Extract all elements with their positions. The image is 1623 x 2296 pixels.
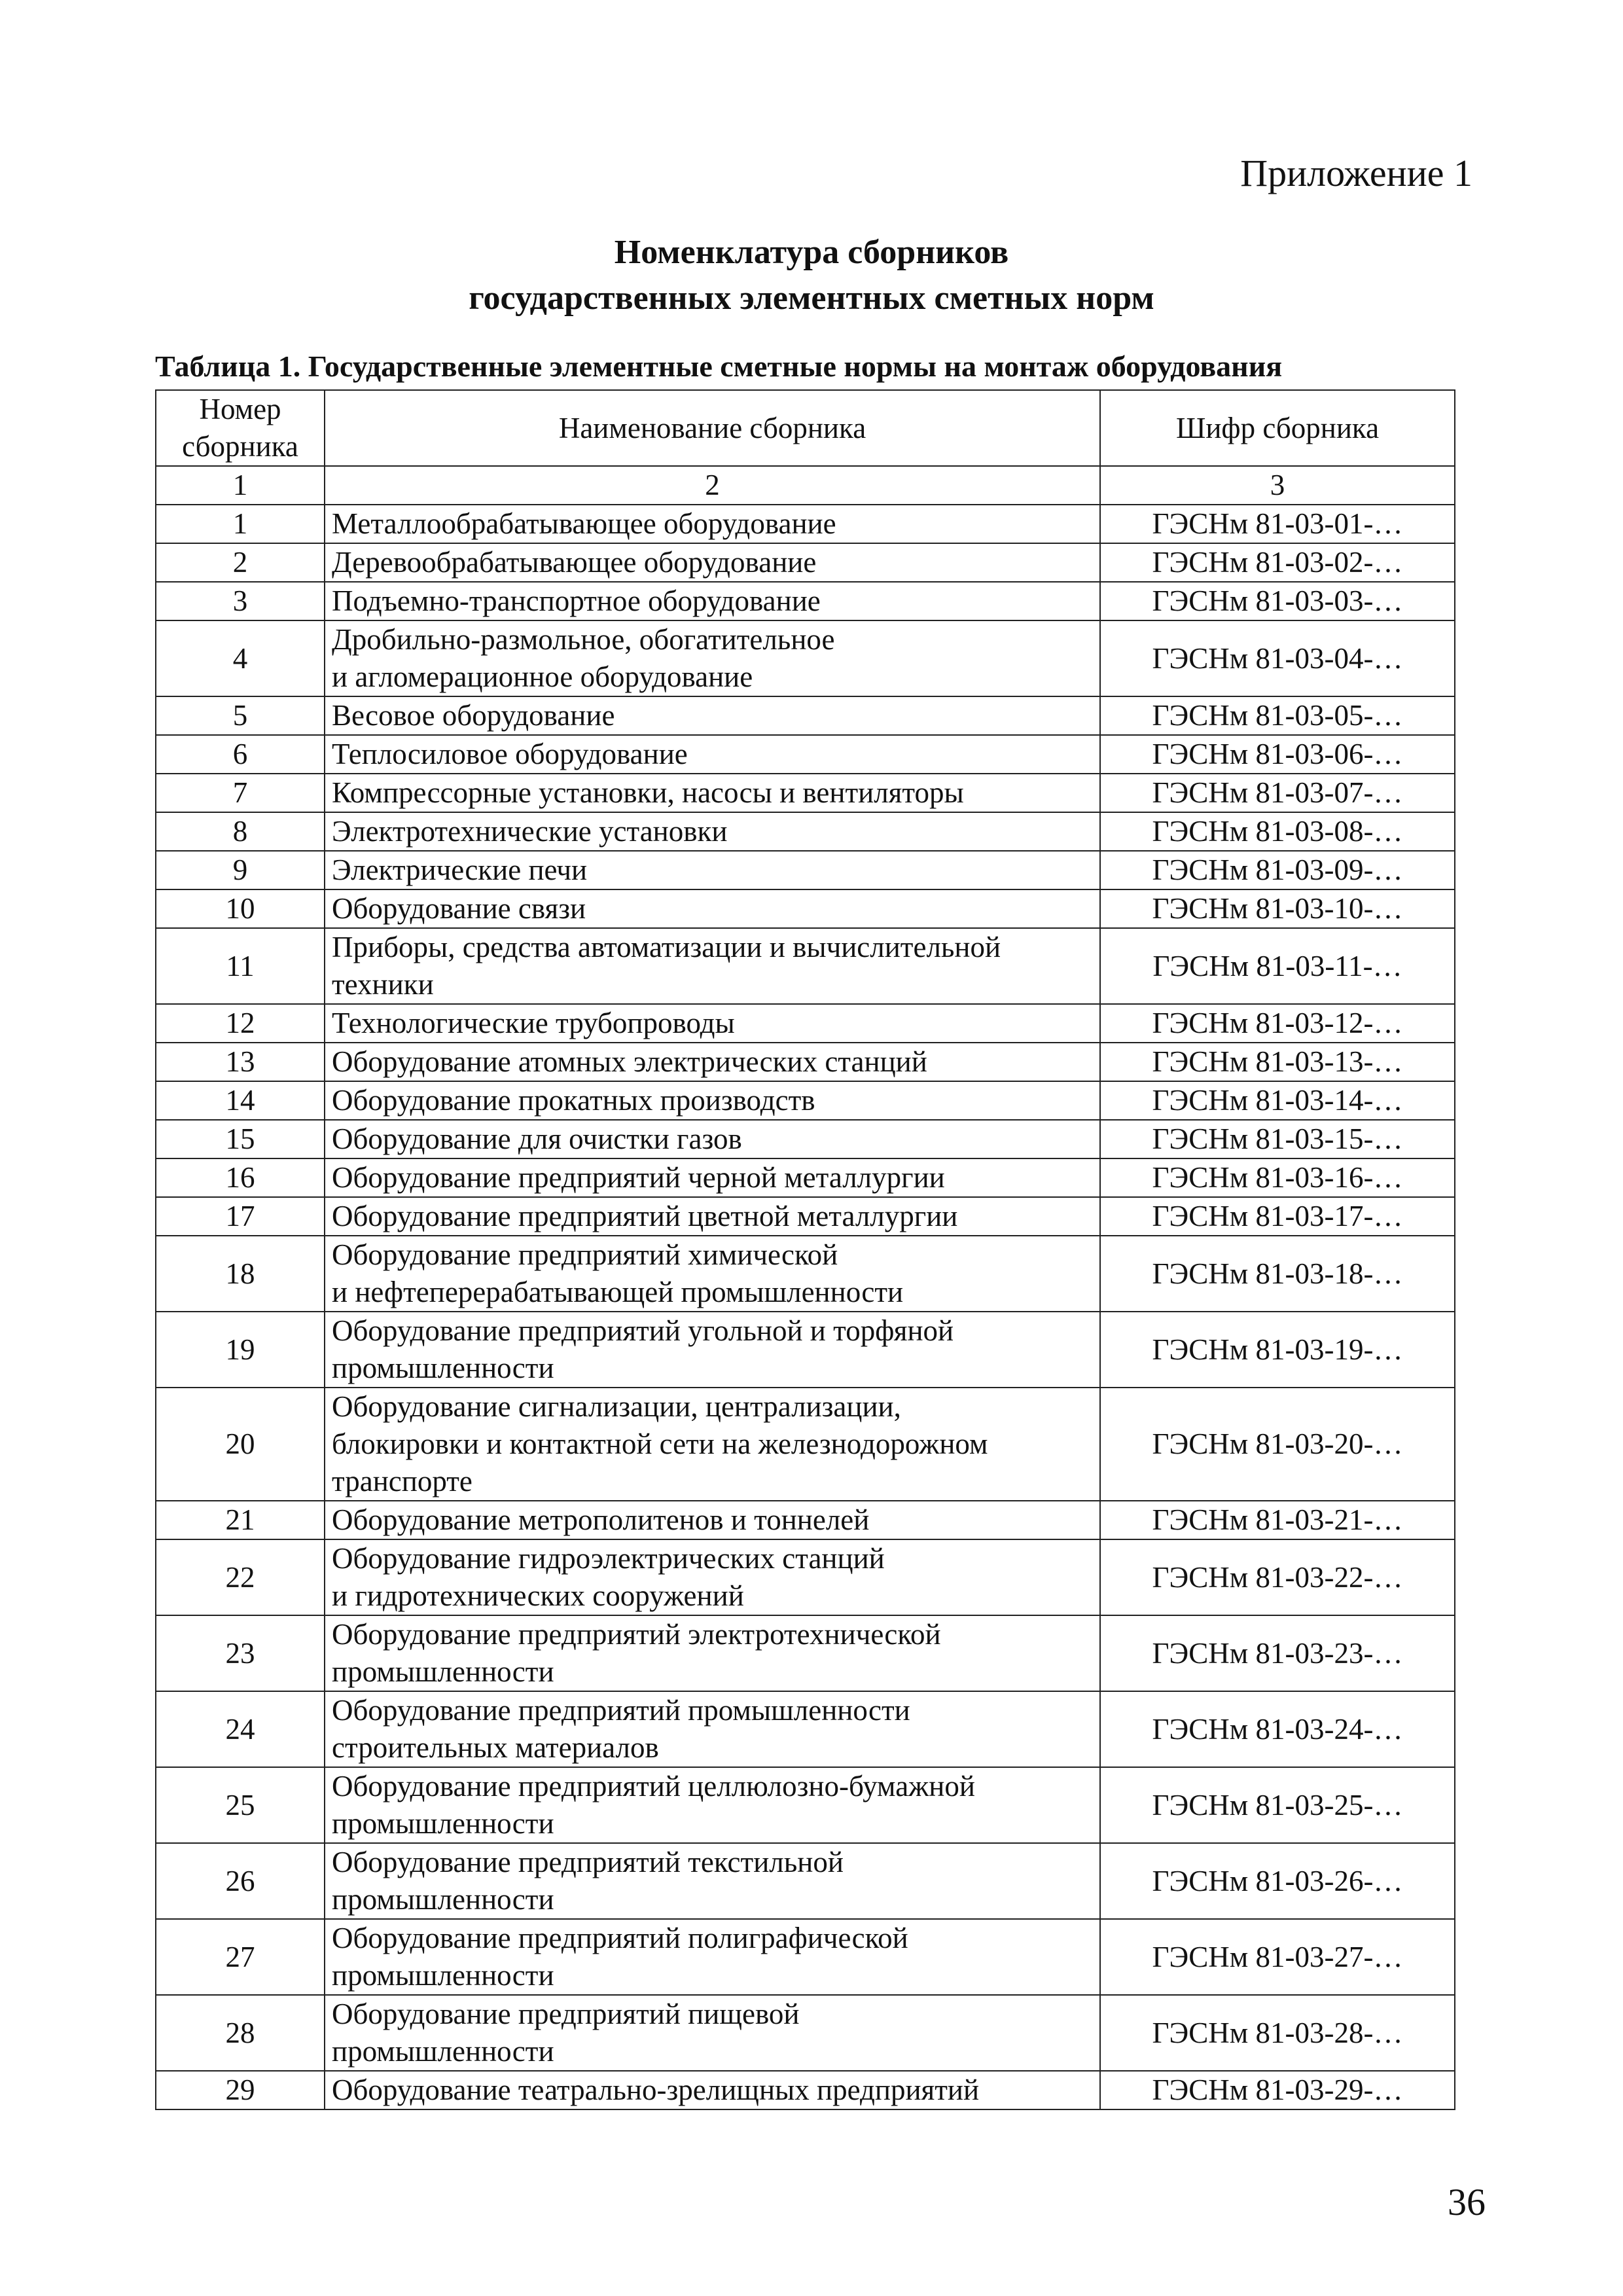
- row-name-cell: [325, 889, 1100, 928]
- row-name-cell: [325, 2071, 1100, 2109]
- row-name-cell: [325, 735, 1100, 774]
- row-name-line: Оборудование предприятий электротехнической: [332, 1618, 941, 1651]
- row-name-line: Оборудование предприятий промышленности: [332, 1694, 910, 1727]
- table-row: [156, 1501, 1455, 1539]
- table-row: [156, 812, 1455, 851]
- table-row: [156, 620, 1455, 696]
- row-name-line: Оборудование предприятий пищевой: [332, 1998, 800, 2030]
- row-code-cell: ГЭСНм 81-03-19-…: [1100, 1312, 1455, 1388]
- row-code-cell: ГЭСНм 81-03-15-…: [1100, 1120, 1455, 1158]
- table-row: [156, 1388, 1455, 1501]
- row-number-cell: 5: [156, 696, 325, 735]
- row-name-cell: [325, 1615, 1100, 1691]
- row-name-line: Оборудование сигнализации, централизации,: [332, 1390, 901, 1423]
- table-row: [156, 1081, 1455, 1120]
- row-number-cell: 16: [156, 1158, 325, 1197]
- row-name-line: Оборудование атомных электрических станций: [332, 1045, 927, 1078]
- row-code-cell: ГЭСНм 81-03-04-…: [1100, 620, 1455, 696]
- table-row: [156, 1004, 1455, 1043]
- document-title-line-1: Номенклатура сборников: [614, 234, 1009, 271]
- row-name-line: Оборудование для очистки газов: [332, 1122, 742, 1155]
- table-row: [156, 1615, 1455, 1691]
- row-name-cell: [325, 1539, 1100, 1615]
- row-number-cell: 7: [156, 774, 325, 812]
- row-code-cell: ГЭСНм 81-03-08-…: [1100, 812, 1455, 851]
- row-name-cell: [325, 1691, 1100, 1767]
- row-name-line: промышленности: [332, 1883, 554, 1916]
- row-code-cell: ГЭСНм 81-03-07-…: [1100, 774, 1455, 812]
- row-number-cell: 4: [156, 620, 325, 696]
- table-row: [156, 774, 1455, 812]
- row-code-cell: ГЭСНм 81-03-01-…: [1100, 505, 1455, 543]
- column-index-row: [156, 466, 1455, 505]
- row-name-line: Весовое оборудование: [332, 699, 615, 732]
- row-name-line: промышленности: [332, 1959, 554, 1992]
- row-name-line: Теплосиловое оборудование: [332, 738, 688, 770]
- table-row: [156, 1995, 1455, 2071]
- row-number-cell: 22: [156, 1539, 325, 1615]
- row-number-cell: 20: [156, 1388, 325, 1501]
- header-number: [156, 390, 325, 466]
- row-name-line: Оборудование предприятий химической: [332, 1238, 838, 1271]
- table-row: [156, 735, 1455, 774]
- row-code-cell: ГЭСНм 81-03-18-…: [1100, 1236, 1455, 1312]
- row-code-cell: ГЭСНм 81-03-29-…: [1100, 2071, 1455, 2109]
- header-name: Наименование сборника: [325, 390, 1100, 466]
- row-code-cell: ГЭСНм 81-03-28-…: [1100, 1995, 1455, 2071]
- row-name-cell: [325, 1158, 1100, 1197]
- row-code-cell: ГЭСНм 81-03-24-…: [1100, 1691, 1455, 1767]
- row-name-cell: [325, 1312, 1100, 1388]
- row-code-cell: ГЭСНм 81-03-10-…: [1100, 889, 1455, 928]
- row-name-cell: [325, 1081, 1100, 1120]
- row-name-cell: [325, 1388, 1100, 1501]
- row-number-cell: 26: [156, 1843, 325, 1919]
- row-number-cell: 15: [156, 1120, 325, 1158]
- row-name-line: Оборудование метрополитенов и тоннелей: [332, 1503, 870, 1536]
- row-name-line: Оборудование театрально-зрелищных предприятий: [332, 2073, 980, 2106]
- column-index-3: 3: [1100, 466, 1455, 505]
- row-number-cell: 6: [156, 735, 325, 774]
- row-name-cell: [325, 1004, 1100, 1043]
- row-code-cell: ГЭСНм 81-03-13-…: [1100, 1043, 1455, 1081]
- row-name-line: Металлообрабатывающее оборудование: [332, 507, 836, 540]
- row-number-cell: 10: [156, 889, 325, 928]
- row-code-cell: ГЭСНм 81-03-05-…: [1100, 696, 1455, 735]
- row-name-line: промышленности: [332, 1352, 554, 1384]
- column-index-2: 2: [325, 466, 1100, 505]
- table-row: [156, 1197, 1455, 1236]
- row-name-line: Оборудование предприятий текстильной: [332, 1846, 844, 1878]
- row-name-line: Компрессорные установки, насосы и вентиляторы: [332, 776, 964, 809]
- row-name-cell: [325, 505, 1100, 543]
- row-name-line: Электротехнические установки: [332, 815, 728, 848]
- collections-table: [155, 389, 1455, 2110]
- row-code-cell: ГЭСНм 81-03-02-…: [1100, 543, 1455, 582]
- row-name-line: Электрические печи: [332, 853, 588, 886]
- row-number-cell: 9: [156, 851, 325, 889]
- row-name-line: промышленности: [332, 2035, 554, 2068]
- row-number-cell: 23: [156, 1615, 325, 1691]
- row-name-line: Оборудование гидроэлектрических станций: [332, 1542, 885, 1575]
- row-name-line: Оборудование прокатных производств: [332, 1084, 815, 1117]
- row-name-cell: [325, 543, 1100, 582]
- row-number-cell: 11: [156, 928, 325, 1004]
- appendix-label: Приложение 1: [1240, 152, 1472, 194]
- header-code: Шифр сборника: [1100, 390, 1455, 466]
- row-name-cell: [325, 620, 1100, 696]
- row-name-line: Оборудование предприятий цветной металлургии: [332, 1200, 958, 1232]
- table-row: [156, 2071, 1455, 2109]
- table-row: [156, 1767, 1455, 1843]
- row-code-cell: ГЭСНм 81-03-03-…: [1100, 582, 1455, 620]
- row-name-line: Технологические трубопроводы: [332, 1007, 735, 1039]
- table-row: [156, 1312, 1455, 1388]
- row-number-cell: 1: [156, 505, 325, 543]
- row-name-cell: [325, 1043, 1100, 1081]
- row-code-cell: ГЭСНм 81-03-14-…: [1100, 1081, 1455, 1120]
- row-code-cell: ГЭСНм 81-03-09-…: [1100, 851, 1455, 889]
- row-name-cell: [325, 1501, 1100, 1539]
- row-name-line: строительных материалов: [332, 1731, 659, 1764]
- row-code-cell: ГЭСНм 81-03-25-…: [1100, 1767, 1455, 1843]
- row-code-cell: ГЭСНм 81-03-26-…: [1100, 1843, 1455, 1919]
- table-row: [156, 1158, 1455, 1197]
- row-name-cell: [325, 1767, 1100, 1843]
- row-name-line: и нефтеперерабатывающей промышленности: [332, 1276, 904, 1308]
- column-index-1: 1: [156, 466, 325, 505]
- row-name-cell: [325, 1120, 1100, 1158]
- row-name-line: техники: [332, 968, 434, 1001]
- row-code-cell: ГЭСНм 81-03-11-…: [1100, 928, 1455, 1004]
- table-row: [156, 505, 1455, 543]
- row-code-cell: ГЭСНм 81-03-16-…: [1100, 1158, 1455, 1197]
- row-number-cell: 24: [156, 1691, 325, 1767]
- table-row: [156, 1843, 1455, 1919]
- table-row: [156, 889, 1455, 928]
- row-name-cell: [325, 1236, 1100, 1312]
- header-number-line-1: Номер: [199, 393, 281, 425]
- row-name-line: Деревообрабатывающее оборудование: [332, 546, 817, 579]
- row-number-cell: 18: [156, 1236, 325, 1312]
- header-number-line-2: сборника: [182, 430, 298, 463]
- row-number-cell: 2: [156, 543, 325, 582]
- row-name-line: транспорте: [332, 1465, 473, 1498]
- row-code-cell: ГЭСНм 81-03-23-…: [1100, 1615, 1455, 1691]
- table-row: [156, 696, 1455, 735]
- document-title-line-2: государственных элементных сметных норм: [469, 279, 1154, 317]
- row-number-cell: 3: [156, 582, 325, 620]
- row-code-cell: ГЭСНм 81-03-06-…: [1100, 735, 1455, 774]
- row-number-cell: 28: [156, 1995, 325, 2071]
- row-name-line: промышленности: [332, 1807, 554, 1840]
- row-name-line: и агломерационное оборудование: [332, 660, 753, 693]
- row-name-cell: [325, 1843, 1100, 1919]
- row-name-line: Оборудование предприятий целлюлозно-бумажной: [332, 1770, 975, 1803]
- page-number: 36: [1448, 2181, 1486, 2223]
- row-name-cell: [325, 696, 1100, 735]
- row-number-cell: 12: [156, 1004, 325, 1043]
- row-name-line: Приборы, средства автоматизации и вычислительной: [332, 931, 1001, 963]
- table-row: [156, 1539, 1455, 1615]
- row-name-line: Оборудование связи: [332, 892, 586, 925]
- row-name-cell: [325, 1197, 1100, 1236]
- row-number-cell: 27: [156, 1919, 325, 1995]
- row-number-cell: 8: [156, 812, 325, 851]
- row-name-line: промышленности: [332, 1655, 554, 1688]
- row-name-cell: [325, 928, 1100, 1004]
- row-name-cell: [325, 1995, 1100, 2071]
- row-number-cell: 21: [156, 1501, 325, 1539]
- row-name-line: блокировки и контактной сети на железнодорожном: [332, 1427, 988, 1460]
- table-row: [156, 928, 1455, 1004]
- row-name-line: и гидротехнических сооружений: [332, 1579, 744, 1612]
- table-caption: Таблица 1. Государственные элементные сметные нормы на монтаж оборудования: [155, 350, 1283, 383]
- row-code-cell: ГЭСНм 81-03-21-…: [1100, 1501, 1455, 1539]
- row-code-cell: ГЭСНм 81-03-12-…: [1100, 1004, 1455, 1043]
- row-name-line: Подъемно-транспортное оборудование: [332, 584, 821, 617]
- row-code-cell: ГЭСНм 81-03-22-…: [1100, 1539, 1455, 1615]
- row-number-cell: 25: [156, 1767, 325, 1843]
- row-code-cell: ГЭСНм 81-03-17-…: [1100, 1197, 1455, 1236]
- table-row: [156, 1236, 1455, 1312]
- table-header-row: [156, 390, 1455, 466]
- table-row: [156, 851, 1455, 889]
- row-code-cell: ГЭСНм 81-03-27-…: [1100, 1919, 1455, 1995]
- row-number-cell: 14: [156, 1081, 325, 1120]
- table-row: [156, 1043, 1455, 1081]
- row-name-cell: [325, 1919, 1100, 1995]
- row-name-cell: [325, 774, 1100, 812]
- row-name-line: Дробильно-размольное, обогатительное: [332, 623, 835, 656]
- row-name-line: Оборудование предприятий черной металлургии: [332, 1161, 945, 1194]
- row-name-cell: [325, 582, 1100, 620]
- table-body: [156, 390, 1455, 2109]
- table-row: [156, 543, 1455, 582]
- row-number-cell: 13: [156, 1043, 325, 1081]
- row-name-cell: [325, 851, 1100, 889]
- table-row: [156, 1691, 1455, 1767]
- row-name-line: Оборудование предприятий полиграфической: [332, 1922, 908, 1954]
- row-name-cell: [325, 812, 1100, 851]
- row-number-cell: 19: [156, 1312, 325, 1388]
- table-row: [156, 582, 1455, 620]
- table-row: [156, 1919, 1455, 1995]
- table-row: [156, 1120, 1455, 1158]
- row-name-line: Оборудование предприятий угольной и торфяной: [332, 1314, 954, 1347]
- row-number-cell: 29: [156, 2071, 325, 2109]
- row-code-cell: ГЭСНм 81-03-20-…: [1100, 1388, 1455, 1501]
- row-number-cell: 17: [156, 1197, 325, 1236]
